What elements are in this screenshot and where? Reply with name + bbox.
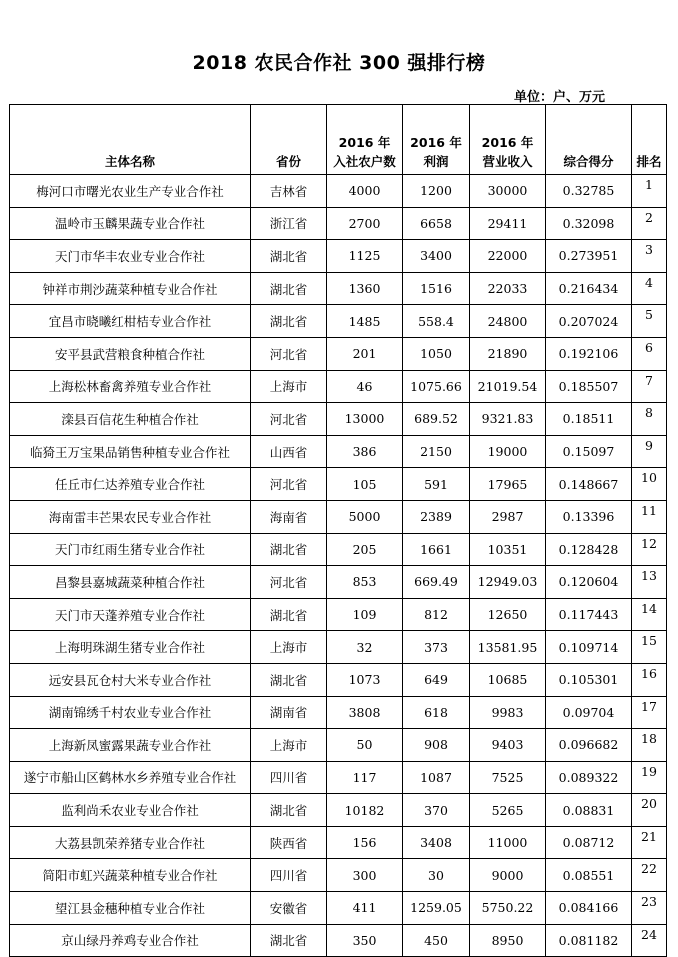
cell-rank: 14 bbox=[632, 598, 667, 631]
page-title: 2018 农民合作社 300 强排行榜 bbox=[192, 52, 486, 74]
cell-name: 滦县百信花生种植合作社 bbox=[10, 403, 251, 436]
cell-profit: 370 bbox=[403, 794, 470, 827]
cell-province: 陕西省 bbox=[251, 826, 327, 859]
cell-name: 天门市华丰农业专业合作社 bbox=[10, 240, 251, 273]
cell-name: 天门市红雨生猪专业合作社 bbox=[10, 533, 251, 566]
table-row bbox=[10, 207, 667, 240]
cell-members: 386 bbox=[327, 435, 403, 468]
table-row bbox=[10, 435, 667, 468]
cell-score: 0.120604 bbox=[546, 566, 632, 599]
cell-revenue: 8950 bbox=[470, 924, 546, 957]
header-revenue bbox=[470, 105, 546, 175]
cell-profit: 908 bbox=[403, 729, 470, 762]
cell-profit: 3400 bbox=[403, 240, 470, 273]
cell-rank: 7 bbox=[632, 370, 667, 403]
cell-rank: 20 bbox=[632, 794, 667, 827]
cell-score: 0.207024 bbox=[546, 305, 632, 338]
header-province: 省份 bbox=[251, 105, 327, 175]
table-row bbox=[10, 468, 667, 501]
cell-score: 0.148667 bbox=[546, 468, 632, 501]
cell-province: 湖北省 bbox=[251, 663, 327, 696]
cell-score: 0.32098 bbox=[546, 207, 632, 240]
cell-members: 105 bbox=[327, 468, 403, 501]
cell-province: 湖北省 bbox=[251, 598, 327, 631]
cell-profit: 558.4 bbox=[403, 305, 470, 338]
cell-rank: 13 bbox=[632, 566, 667, 599]
cell-province: 湖北省 bbox=[251, 305, 327, 338]
cell-score: 0.096682 bbox=[546, 729, 632, 762]
table-row bbox=[10, 500, 667, 533]
cell-province: 湖北省 bbox=[251, 924, 327, 957]
cell-province: 山西省 bbox=[251, 435, 327, 468]
cell-rank: 9 bbox=[632, 435, 667, 468]
cell-name: 远安县瓦仓村大米专业合作社 bbox=[10, 663, 251, 696]
cell-score: 0.216434 bbox=[546, 272, 632, 305]
cell-revenue: 29411 bbox=[470, 207, 546, 240]
cell-revenue: 9983 bbox=[470, 696, 546, 729]
cell-name: 宜昌市晓曦红柑桔专业合作社 bbox=[10, 305, 251, 338]
header-revenue-line1: 2016 年 bbox=[481, 135, 534, 150]
cell-members: 1125 bbox=[327, 240, 403, 273]
cell-province: 安徽省 bbox=[251, 892, 327, 925]
cell-rank: 6 bbox=[632, 337, 667, 370]
cell-members: 4000 bbox=[327, 175, 403, 208]
table-row bbox=[10, 826, 667, 859]
cell-rank: 15 bbox=[632, 631, 667, 664]
cell-score: 0.185507 bbox=[546, 370, 632, 403]
cell-province: 湖北省 bbox=[251, 533, 327, 566]
cell-province: 上海市 bbox=[251, 370, 327, 403]
cell-profit: 450 bbox=[403, 924, 470, 957]
header-members bbox=[327, 105, 403, 175]
header-score: 综合得分 bbox=[546, 105, 632, 175]
cell-name: 上海松林畜禽养殖专业合作社 bbox=[10, 370, 251, 403]
cell-name: 梅河口市曙光农业生产专业合作社 bbox=[10, 175, 251, 208]
cell-name: 上海新凤蜜露果蔬专业合作社 bbox=[10, 729, 251, 762]
table-row bbox=[10, 272, 667, 305]
cell-name: 临猗王万宝果品销售种植专业合作社 bbox=[10, 435, 251, 468]
cell-rank: 1 bbox=[632, 175, 667, 208]
cell-profit: 812 bbox=[403, 598, 470, 631]
cell-profit: 1516 bbox=[403, 272, 470, 305]
cell-profit: 30 bbox=[403, 859, 470, 892]
cell-rank: 12 bbox=[632, 533, 667, 566]
cell-province: 河北省 bbox=[251, 468, 327, 501]
cell-province: 上海市 bbox=[251, 631, 327, 664]
cell-profit: 669.49 bbox=[403, 566, 470, 599]
cell-revenue: 12949.03 bbox=[470, 566, 546, 599]
cell-province: 河北省 bbox=[251, 337, 327, 370]
cell-profit: 1200 bbox=[403, 175, 470, 208]
cell-profit: 2150 bbox=[403, 435, 470, 468]
table-row bbox=[10, 631, 667, 664]
cell-rank: 24 bbox=[632, 924, 667, 957]
table-row bbox=[10, 240, 667, 273]
cell-name: 上海明珠湖生猪专业合作社 bbox=[10, 631, 251, 664]
cell-profit: 2389 bbox=[403, 500, 470, 533]
table-body bbox=[10, 175, 667, 957]
cell-members: 1360 bbox=[327, 272, 403, 305]
cell-members: 411 bbox=[327, 892, 403, 925]
cell-profit: 1259.05 bbox=[403, 892, 470, 925]
cell-members: 853 bbox=[327, 566, 403, 599]
table-row bbox=[10, 337, 667, 370]
cell-profit: 373 bbox=[403, 631, 470, 664]
cell-score: 0.13396 bbox=[546, 500, 632, 533]
cell-name: 温岭市玉麟果蔬专业合作社 bbox=[10, 207, 251, 240]
cell-members: 156 bbox=[327, 826, 403, 859]
cell-revenue: 22000 bbox=[470, 240, 546, 273]
cell-revenue: 13581.95 bbox=[470, 631, 546, 664]
table-row bbox=[10, 794, 667, 827]
cell-score: 0.089322 bbox=[546, 761, 632, 794]
cell-rank: 10 bbox=[632, 468, 667, 501]
table-header-row bbox=[10, 105, 667, 175]
cell-province: 河北省 bbox=[251, 403, 327, 436]
cell-profit: 3408 bbox=[403, 826, 470, 859]
ranking-table bbox=[9, 104, 667, 957]
cell-name: 海南雷丰芒果农民专业合作社 bbox=[10, 500, 251, 533]
cell-members: 109 bbox=[327, 598, 403, 631]
cell-score: 0.192106 bbox=[546, 337, 632, 370]
cell-rank: 22 bbox=[632, 859, 667, 892]
cell-revenue: 12650 bbox=[470, 598, 546, 631]
cell-name: 钟祥市荆沙蔬菜种植专业合作社 bbox=[10, 272, 251, 305]
table-row bbox=[10, 533, 667, 566]
cell-revenue: 10685 bbox=[470, 663, 546, 696]
cell-profit: 1050 bbox=[403, 337, 470, 370]
table-row bbox=[10, 175, 667, 208]
cell-score: 0.109714 bbox=[546, 631, 632, 664]
cell-revenue: 22033 bbox=[470, 272, 546, 305]
cell-name: 昌黎县嘉城蔬菜种植合作社 bbox=[10, 566, 251, 599]
unit-note: 单位：户、万元 bbox=[514, 90, 606, 105]
table-row bbox=[10, 859, 667, 892]
cell-revenue: 19000 bbox=[470, 435, 546, 468]
cell-rank: 19 bbox=[632, 761, 667, 794]
cell-score: 0.08712 bbox=[546, 826, 632, 859]
cell-name: 天门市天蓬养殖专业合作社 bbox=[10, 598, 251, 631]
cell-profit: 649 bbox=[403, 663, 470, 696]
header-profit bbox=[403, 105, 470, 175]
cell-members: 2700 bbox=[327, 207, 403, 240]
cell-members: 1073 bbox=[327, 663, 403, 696]
cell-members: 300 bbox=[327, 859, 403, 892]
cell-revenue: 11000 bbox=[470, 826, 546, 859]
cell-name: 监利尚禾农业专业合作社 bbox=[10, 794, 251, 827]
cell-profit: 1075.66 bbox=[403, 370, 470, 403]
cell-rank: 16 bbox=[632, 663, 667, 696]
cell-profit: 618 bbox=[403, 696, 470, 729]
cell-score: 0.18511 bbox=[546, 403, 632, 436]
header-name: 主体名称 bbox=[10, 105, 251, 175]
cell-members: 117 bbox=[327, 761, 403, 794]
cell-province: 海南省 bbox=[251, 500, 327, 533]
table-row bbox=[10, 892, 667, 925]
cell-province: 湖南省 bbox=[251, 696, 327, 729]
cell-province: 上海市 bbox=[251, 729, 327, 762]
cell-score: 0.32785 bbox=[546, 175, 632, 208]
cell-rank: 18 bbox=[632, 729, 667, 762]
cell-revenue: 7525 bbox=[470, 761, 546, 794]
cell-profit: 591 bbox=[403, 468, 470, 501]
cell-province: 四川省 bbox=[251, 761, 327, 794]
cell-score: 0.08831 bbox=[546, 794, 632, 827]
header-rank: 排名 bbox=[632, 105, 667, 175]
cell-profit: 689.52 bbox=[403, 403, 470, 436]
cell-members: 3808 bbox=[327, 696, 403, 729]
cell-rank: 23 bbox=[632, 892, 667, 925]
table-row bbox=[10, 729, 667, 762]
cell-rank: 8 bbox=[632, 403, 667, 436]
header-profit-line1: 2016 年 bbox=[410, 135, 462, 150]
cell-members: 13000 bbox=[327, 403, 403, 436]
cell-revenue: 17965 bbox=[470, 468, 546, 501]
cell-revenue: 5265 bbox=[470, 794, 546, 827]
cell-revenue: 9403 bbox=[470, 729, 546, 762]
cell-score: 0.08551 bbox=[546, 859, 632, 892]
cell-revenue: 30000 bbox=[470, 175, 546, 208]
table-row bbox=[10, 598, 667, 631]
cell-rank: 5 bbox=[632, 305, 667, 338]
cell-rank: 11 bbox=[632, 500, 667, 533]
cell-name: 京山绿丹养鸡专业合作社 bbox=[10, 924, 251, 957]
cell-revenue: 24800 bbox=[470, 305, 546, 338]
cell-province: 浙江省 bbox=[251, 207, 327, 240]
table-row bbox=[10, 924, 667, 957]
cell-province: 河北省 bbox=[251, 566, 327, 599]
header-profit-line2: 利润 bbox=[423, 154, 449, 169]
header-revenue-line2: 营业收入 bbox=[482, 154, 533, 169]
cell-members: 46 bbox=[327, 370, 403, 403]
table-row bbox=[10, 370, 667, 403]
table-row bbox=[10, 761, 667, 794]
cell-revenue: 9000 bbox=[470, 859, 546, 892]
cell-members: 50 bbox=[327, 729, 403, 762]
cell-members: 350 bbox=[327, 924, 403, 957]
cell-revenue: 21890 bbox=[470, 337, 546, 370]
cell-name: 简阳市虹兴蔬菜种植专业合作社 bbox=[10, 859, 251, 892]
cell-members: 5000 bbox=[327, 500, 403, 533]
cell-members: 32 bbox=[327, 631, 403, 664]
cell-revenue: 10351 bbox=[470, 533, 546, 566]
cell-members: 1485 bbox=[327, 305, 403, 338]
cell-name: 大荔县凯荣养猪专业合作社 bbox=[10, 826, 251, 859]
cell-revenue: 9321.83 bbox=[470, 403, 546, 436]
cell-score: 0.081182 bbox=[546, 924, 632, 957]
header-members-line2: 入社农户数 bbox=[333, 154, 396, 169]
cell-name: 安平县武营粮食种植合作社 bbox=[10, 337, 251, 370]
table-row bbox=[10, 566, 667, 599]
cell-province: 湖北省 bbox=[251, 794, 327, 827]
cell-score: 0.084166 bbox=[546, 892, 632, 925]
cell-score: 0.128428 bbox=[546, 533, 632, 566]
cell-profit: 1661 bbox=[403, 533, 470, 566]
cell-profit: 6658 bbox=[403, 207, 470, 240]
table-row bbox=[10, 403, 667, 436]
cell-rank: 2 bbox=[632, 207, 667, 240]
cell-score: 0.09704 bbox=[546, 696, 632, 729]
cell-name: 任丘市仁达养殖专业合作社 bbox=[10, 468, 251, 501]
cell-rank: 17 bbox=[632, 696, 667, 729]
cell-score: 0.15097 bbox=[546, 435, 632, 468]
cell-members: 10182 bbox=[327, 794, 403, 827]
table-row bbox=[10, 305, 667, 338]
cell-name: 湖南锦绣千村农业专业合作社 bbox=[10, 696, 251, 729]
header-members-line1: 2016 年 bbox=[338, 135, 391, 150]
cell-revenue: 2987 bbox=[470, 500, 546, 533]
cell-score: 0.117443 bbox=[546, 598, 632, 631]
cell-rank: 3 bbox=[632, 240, 667, 273]
table-row bbox=[10, 696, 667, 729]
cell-name: 遂宁市船山区鹤林水乡养殖专业合作社 bbox=[10, 761, 251, 794]
cell-members: 205 bbox=[327, 533, 403, 566]
cell-revenue: 5750.22 bbox=[470, 892, 546, 925]
cell-score: 0.105301 bbox=[546, 663, 632, 696]
table-row bbox=[10, 663, 667, 696]
cell-rank: 4 bbox=[632, 272, 667, 305]
cell-province: 湖北省 bbox=[251, 272, 327, 305]
cell-profit: 1087 bbox=[403, 761, 470, 794]
cell-revenue: 21019.54 bbox=[470, 370, 546, 403]
cell-rank: 21 bbox=[632, 826, 667, 859]
cell-name: 望江县金穗种植专业合作社 bbox=[10, 892, 251, 925]
cell-score: 0.273951 bbox=[546, 240, 632, 273]
cell-province: 湖北省 bbox=[251, 240, 327, 273]
cell-members: 201 bbox=[327, 337, 403, 370]
cell-province: 四川省 bbox=[251, 859, 327, 892]
cell-province: 吉林省 bbox=[251, 175, 327, 208]
